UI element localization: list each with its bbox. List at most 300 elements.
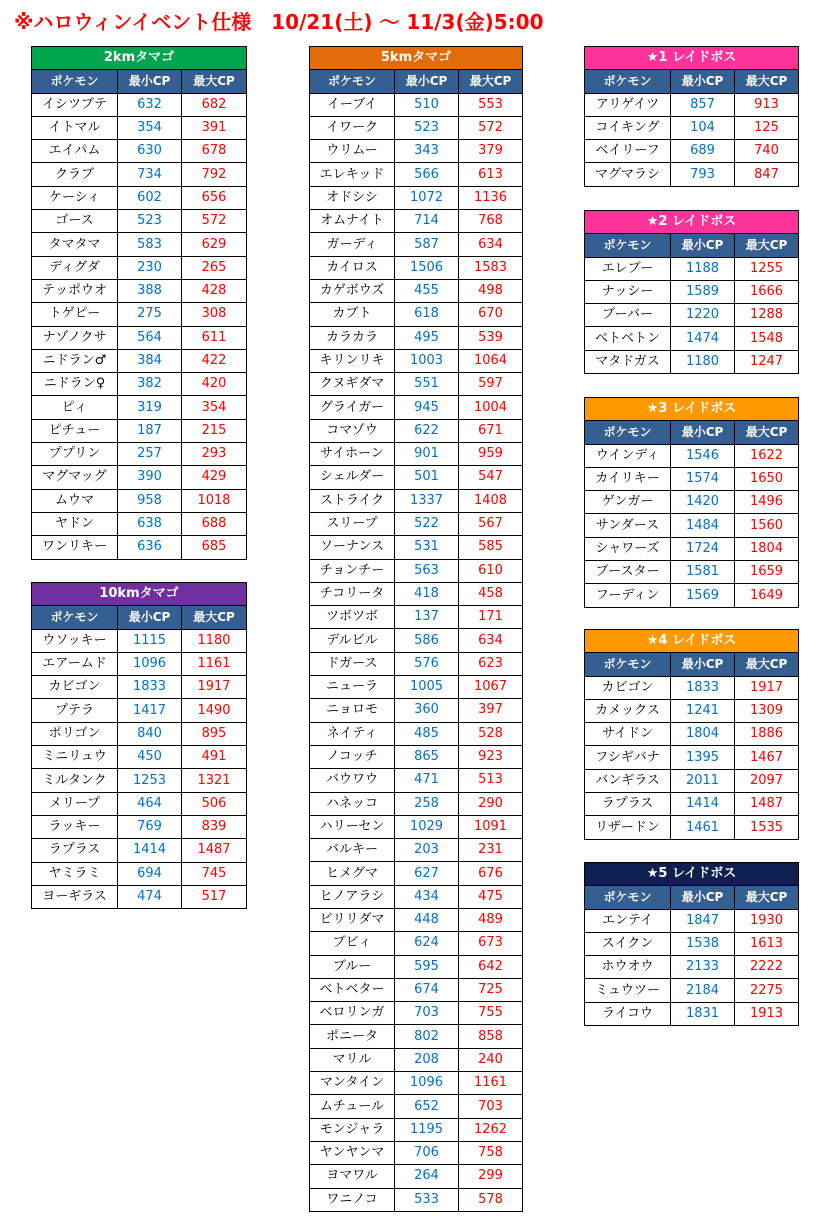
min-cp-cell: 769	[118, 815, 182, 838]
max-cp-cell: 240	[459, 1048, 523, 1071]
min-cp-cell: 583	[118, 233, 182, 256]
pokemon-name-cell: プテラ	[32, 699, 118, 722]
column-header-max-cp: 最大CP	[182, 606, 247, 629]
egg-2km-table	[31, 46, 247, 560]
max-cp-cell: 585	[459, 536, 523, 559]
pokemon-name-cell: カブト	[310, 303, 395, 326]
column-header-row	[585, 234, 799, 257]
pokemon-name-cell: ポリゴン	[32, 722, 118, 745]
pokemon-name-cell: ラプラス	[585, 793, 671, 816]
pokemon-name-cell: ブースター	[585, 561, 671, 584]
table-row	[585, 444, 799, 467]
max-cp-cell: 1650	[735, 467, 799, 490]
max-cp-cell: 629	[182, 233, 247, 256]
table-row	[310, 1048, 523, 1071]
table-row	[585, 257, 799, 280]
table-row	[310, 1141, 523, 1164]
max-cp-cell: 391	[182, 116, 247, 139]
max-cp-cell: 634	[459, 629, 523, 652]
min-cp-cell: 1589	[671, 280, 735, 303]
table-row	[32, 443, 247, 466]
pokemon-name-cell: ディグダ	[32, 256, 118, 279]
max-cp-cell: 1255	[735, 257, 799, 280]
table-row	[585, 467, 799, 490]
min-cp-cell: 1414	[671, 793, 735, 816]
table-title: 2kmタマゴ	[32, 47, 247, 70]
table-row	[310, 489, 523, 512]
pokemon-name-cell: イシツブテ	[32, 93, 118, 116]
min-cp-cell: 388	[118, 279, 182, 302]
max-cp-cell: 1018	[182, 489, 247, 512]
pokemon-name-cell: カゲボウズ	[310, 279, 395, 302]
max-cp-cell: 1136	[459, 186, 523, 209]
min-cp-cell: 1569	[671, 584, 735, 607]
pokemon-name-cell: カビゴン	[32, 676, 118, 699]
table-row	[32, 163, 247, 186]
min-cp-cell: 434	[395, 885, 459, 908]
pokemon-name-cell: マンタイン	[310, 1072, 395, 1095]
max-cp-cell: 745	[182, 862, 247, 885]
table-row	[310, 419, 523, 442]
min-cp-cell: 1072	[395, 186, 459, 209]
column-header-min-cp: 最小CP	[395, 70, 459, 93]
column-header-pokemon: ポケモン	[585, 421, 671, 444]
table-row	[585, 909, 799, 932]
min-cp-cell: 694	[118, 862, 182, 885]
pokemon-name-cell: ヒメグマ	[310, 862, 395, 885]
max-cp-cell: 429	[182, 466, 247, 489]
pokemon-name-cell: オドシシ	[310, 186, 395, 209]
table-row	[32, 419, 247, 442]
min-cp-cell: 703	[395, 1002, 459, 1025]
min-cp-cell: 857	[671, 93, 735, 116]
pokemon-name-cell: ワンリキー	[32, 536, 118, 559]
max-cp-cell: 656	[182, 186, 247, 209]
pokemon-name-cell: コマゾウ	[310, 419, 395, 442]
table-row	[310, 722, 523, 745]
table-row	[310, 512, 523, 535]
min-cp-cell: 1188	[671, 257, 735, 280]
column-header-max-cp: 最大CP	[182, 70, 247, 93]
max-cp-cell: 1930	[735, 909, 799, 932]
min-cp-cell: 587	[395, 233, 459, 256]
max-cp-cell: 673	[459, 932, 523, 955]
pokemon-name-cell: デルビル	[310, 629, 395, 652]
max-cp-cell: 678	[182, 140, 247, 163]
raid-boss-tier2-table	[584, 210, 799, 374]
pokemon-name-cell: シャワーズ	[585, 537, 671, 560]
min-cp-cell: 1417	[118, 699, 182, 722]
pokemon-name-cell: チコリータ	[310, 582, 395, 605]
table-row	[585, 350, 799, 373]
min-cp-cell: 901	[395, 443, 459, 466]
pokemon-name-cell: モンジャラ	[310, 1118, 395, 1141]
table-row	[32, 373, 247, 396]
table-row	[310, 1188, 523, 1211]
table-row	[310, 1095, 523, 1118]
column-header-pokemon: ポケモン	[310, 70, 395, 93]
min-cp-cell: 706	[395, 1141, 459, 1164]
pokemon-name-cell: タマタマ	[32, 233, 118, 256]
max-cp-cell: 1067	[459, 676, 523, 699]
min-cp-cell: 627	[395, 862, 459, 885]
min-cp-cell: 522	[395, 512, 459, 535]
min-cp-cell: 533	[395, 1188, 459, 1211]
pokemon-name-cell: キリンリキ	[310, 349, 395, 372]
max-cp-cell: 428	[182, 279, 247, 302]
table-row	[310, 536, 523, 559]
max-cp-cell: 670	[459, 303, 523, 326]
pokemon-name-cell: チョンチー	[310, 559, 395, 582]
pokemon-name-cell: ベトベター	[310, 978, 395, 1001]
table-row	[585, 561, 799, 584]
table-title-row	[585, 863, 799, 886]
column-header-row	[32, 70, 247, 93]
min-cp-cell: 104	[671, 116, 735, 139]
max-cp-cell: 290	[459, 792, 523, 815]
table-row	[310, 443, 523, 466]
table-row	[310, 582, 523, 605]
pokemon-name-cell: ニドラン♀	[32, 373, 118, 396]
max-cp-cell: 1535	[735, 816, 799, 839]
max-cp-cell: 475	[459, 885, 523, 908]
pokemon-name-cell: コイキング	[585, 116, 671, 139]
max-cp-cell: 1613	[735, 932, 799, 955]
table-row	[32, 536, 247, 559]
table-row	[310, 349, 523, 372]
min-cp-cell: 1484	[671, 514, 735, 537]
min-cp-cell: 802	[395, 1025, 459, 1048]
pokemon-name-cell: エアームド	[32, 652, 118, 675]
pokemon-name-cell: ウソッキー	[32, 629, 118, 652]
table-row	[310, 186, 523, 209]
max-cp-cell: 265	[182, 256, 247, 279]
pokemon-name-cell: ヨマワル	[310, 1165, 395, 1188]
table-row	[310, 1002, 523, 1025]
pokemon-name-cell: マグマッグ	[32, 466, 118, 489]
pokemon-name-cell: イトマル	[32, 116, 118, 139]
max-cp-cell: 2097	[735, 769, 799, 792]
raid-boss-tier4-table	[584, 629, 799, 840]
min-cp-cell: 563	[395, 559, 459, 582]
table-row	[310, 1165, 523, 1188]
min-cp-cell: 1474	[671, 327, 735, 350]
table-row	[585, 304, 799, 327]
pokemon-name-cell: ニョロモ	[310, 699, 395, 722]
min-cp-cell: 1581	[671, 561, 735, 584]
min-cp-cell: 208	[395, 1048, 459, 1071]
pokemon-name-cell: カイロス	[310, 256, 395, 279]
column-header-max-cp: 最大CP	[735, 653, 799, 676]
pokemon-name-cell: スリープ	[310, 512, 395, 535]
table-row	[32, 116, 247, 139]
min-cp-cell: 1220	[671, 304, 735, 327]
max-cp-cell: 1560	[735, 514, 799, 537]
egg-5km-table	[309, 46, 523, 1212]
table-row	[310, 396, 523, 419]
max-cp-cell: 1161	[182, 652, 247, 675]
table-row	[310, 140, 523, 163]
pokemon-name-cell: ヤンヤンマ	[310, 1141, 395, 1164]
max-cp-cell: 1180	[182, 629, 247, 652]
table-row	[585, 932, 799, 955]
pokemon-name-cell: ケーシィ	[32, 186, 118, 209]
min-cp-cell: 564	[118, 326, 182, 349]
max-cp-cell: 1321	[182, 769, 247, 792]
max-cp-cell: 858	[459, 1025, 523, 1048]
table-row	[32, 303, 247, 326]
table-row	[310, 606, 523, 629]
pokemon-name-cell: ブルー	[310, 955, 395, 978]
pokemon-name-cell: グライガー	[310, 396, 395, 419]
table-row	[310, 256, 523, 279]
max-cp-cell: 2275	[735, 979, 799, 1002]
table-row	[310, 279, 523, 302]
min-cp-cell: 187	[118, 419, 182, 442]
table-row	[585, 584, 799, 607]
pokemon-name-cell: ストライク	[310, 489, 395, 512]
max-cp-cell: 1262	[459, 1118, 523, 1141]
min-cp-cell: 510	[395, 93, 459, 116]
pokemon-name-cell: ブビィ	[310, 932, 395, 955]
pokemon-name-cell: ハリーセン	[310, 815, 395, 838]
table-row	[32, 699, 247, 722]
table-row	[585, 723, 799, 746]
min-cp-cell: 2133	[671, 956, 735, 979]
min-cp-cell: 840	[118, 722, 182, 745]
max-cp-cell: 517	[182, 885, 247, 908]
max-cp-cell: 740	[735, 140, 799, 163]
table-row	[32, 233, 247, 256]
max-cp-cell: 1666	[735, 280, 799, 303]
pokemon-name-cell: ベイリーフ	[585, 140, 671, 163]
table-row	[310, 885, 523, 908]
table-row	[32, 140, 247, 163]
page-title: ※ハロウィンイベント仕様 10/21(土) ～ 11/3(金)5:00	[14, 10, 544, 34]
min-cp-cell: 137	[395, 606, 459, 629]
max-cp-cell: 397	[459, 699, 523, 722]
table-row	[32, 256, 247, 279]
raid-boss-tier1-table	[584, 46, 799, 187]
min-cp-cell: 1420	[671, 491, 735, 514]
max-cp-cell: 125	[735, 116, 799, 139]
column-header-pokemon: ポケモン	[32, 606, 118, 629]
pokemon-name-cell: サイドン	[585, 723, 671, 746]
max-cp-cell: 642	[459, 955, 523, 978]
column-header-max-cp: 最大CP	[735, 886, 799, 909]
table-row	[310, 839, 523, 862]
min-cp-cell: 1003	[395, 349, 459, 372]
max-cp-cell: 895	[182, 722, 247, 745]
pokemon-name-cell: エイパム	[32, 140, 118, 163]
max-cp-cell: 498	[459, 279, 523, 302]
min-cp-cell: 636	[118, 536, 182, 559]
min-cp-cell: 455	[395, 279, 459, 302]
table-title-row	[310, 47, 523, 70]
max-cp-cell: 1161	[459, 1072, 523, 1095]
pokemon-name-cell: サイホーン	[310, 443, 395, 466]
min-cp-cell: 566	[395, 163, 459, 186]
pokemon-name-cell: フーディン	[585, 584, 671, 607]
max-cp-cell: 634	[459, 233, 523, 256]
table-row	[310, 908, 523, 931]
max-cp-cell: 1487	[182, 839, 247, 862]
min-cp-cell: 618	[395, 303, 459, 326]
column-header-max-cp: 最大CP	[735, 70, 799, 93]
min-cp-cell: 1241	[671, 699, 735, 722]
table-row	[310, 955, 523, 978]
table-row	[32, 722, 247, 745]
pokemon-name-cell: ムウマ	[32, 489, 118, 512]
column-header-pokemon: ポケモン	[585, 234, 671, 257]
min-cp-cell: 652	[395, 1095, 459, 1118]
pokemon-name-cell: ガーディ	[310, 233, 395, 256]
pokemon-name-cell: ミルタンク	[32, 769, 118, 792]
pokemon-name-cell: ナッシー	[585, 280, 671, 303]
min-cp-cell: 1833	[671, 676, 735, 699]
min-cp-cell: 319	[118, 396, 182, 419]
table-row	[310, 1072, 523, 1095]
min-cp-cell: 257	[118, 443, 182, 466]
max-cp-cell: 572	[182, 210, 247, 233]
min-cp-cell: 734	[118, 163, 182, 186]
pokemon-name-cell: エレキッド	[310, 163, 395, 186]
table-row	[32, 279, 247, 302]
pokemon-name-cell: リザードン	[585, 816, 671, 839]
table-row	[310, 699, 523, 722]
pokemon-name-cell: ラプラス	[32, 839, 118, 862]
table-row	[310, 326, 523, 349]
min-cp-cell: 230	[118, 256, 182, 279]
table-title-row	[585, 398, 799, 421]
min-cp-cell: 523	[395, 116, 459, 139]
pokemon-name-cell: ププリン	[32, 443, 118, 466]
pokemon-name-cell: ツボツボ	[310, 606, 395, 629]
table-row	[32, 746, 247, 769]
max-cp-cell: 1004	[459, 396, 523, 419]
min-cp-cell: 531	[395, 536, 459, 559]
table-row	[32, 839, 247, 862]
column-header-pokemon: ポケモン	[32, 70, 118, 93]
table-title: 10kmタマゴ	[32, 583, 247, 606]
max-cp-cell: 513	[459, 769, 523, 792]
table-row	[585, 676, 799, 699]
column-header-min-cp: 最小CP	[671, 70, 735, 93]
max-cp-cell: 758	[459, 1141, 523, 1164]
min-cp-cell: 1096	[395, 1072, 459, 1095]
max-cp-cell: 171	[459, 606, 523, 629]
pokemon-name-cell: ヒノアラシ	[310, 885, 395, 908]
pokemon-name-cell: クヌギダマ	[310, 373, 395, 396]
max-cp-cell: 422	[182, 349, 247, 372]
table-row	[585, 163, 799, 186]
min-cp-cell: 865	[395, 745, 459, 768]
pokemon-name-cell: ゴース	[32, 210, 118, 233]
min-cp-cell: 1005	[395, 676, 459, 699]
max-cp-cell: 1649	[735, 584, 799, 607]
table-row	[32, 210, 247, 233]
min-cp-cell: 258	[395, 792, 459, 815]
max-cp-cell: 354	[182, 396, 247, 419]
pokemon-name-cell: メリープ	[32, 792, 118, 815]
max-cp-cell: 688	[182, 512, 247, 535]
max-cp-cell: 1622	[735, 444, 799, 467]
min-cp-cell: 384	[118, 349, 182, 372]
min-cp-cell: 1506	[395, 256, 459, 279]
max-cp-cell: 539	[459, 326, 523, 349]
min-cp-cell: 1096	[118, 652, 182, 675]
max-cp-cell: 215	[182, 419, 247, 442]
table-row	[310, 163, 523, 186]
max-cp-cell: 703	[459, 1095, 523, 1118]
table-row	[310, 815, 523, 838]
min-cp-cell: 1195	[395, 1118, 459, 1141]
column-header-min-cp: 最小CP	[671, 653, 735, 676]
table-title: ★3 レイドボス	[585, 398, 799, 421]
max-cp-cell: 528	[459, 722, 523, 745]
min-cp-cell: 595	[395, 955, 459, 978]
table-row	[310, 978, 523, 1001]
max-cp-cell: 1091	[459, 815, 523, 838]
pokemon-name-cell: アリゲイツ	[585, 93, 671, 116]
max-cp-cell: 231	[459, 839, 523, 862]
min-cp-cell: 958	[118, 489, 182, 512]
column-header-min-cp: 最小CP	[671, 234, 735, 257]
table-row	[310, 373, 523, 396]
max-cp-cell: 768	[459, 210, 523, 233]
max-cp-cell: 671	[459, 419, 523, 442]
table-row	[585, 793, 799, 816]
table-row	[585, 769, 799, 792]
pokemon-name-cell: ヨーギラス	[32, 885, 118, 908]
pokemon-name-cell: ノコッチ	[310, 745, 395, 768]
pokemon-name-cell: カビゴン	[585, 676, 671, 699]
table-row	[585, 956, 799, 979]
pokemon-name-cell: ブーバー	[585, 304, 671, 327]
pokemon-name-cell: オムナイト	[310, 210, 395, 233]
pokemon-name-cell: バルキー	[310, 839, 395, 862]
table-row	[310, 769, 523, 792]
table-title-row	[585, 211, 799, 234]
min-cp-cell: 203	[395, 839, 459, 862]
min-cp-cell: 632	[118, 93, 182, 116]
pokemon-name-cell: トゲピー	[32, 303, 118, 326]
table-row	[32, 93, 247, 116]
raid-boss-tier3-table	[584, 397, 799, 608]
min-cp-cell: 1804	[671, 723, 735, 746]
table-title-row	[585, 47, 799, 70]
table-title-row	[585, 630, 799, 653]
min-cp-cell: 464	[118, 792, 182, 815]
pokemon-name-cell: マグマラシ	[585, 163, 671, 186]
max-cp-cell: 1583	[459, 256, 523, 279]
max-cp-cell: 458	[459, 582, 523, 605]
pokemon-name-cell: ナゾノクサ	[32, 326, 118, 349]
max-cp-cell: 1496	[735, 491, 799, 514]
max-cp-cell: 597	[459, 373, 523, 396]
min-cp-cell: 638	[118, 512, 182, 535]
column-header-row	[32, 606, 247, 629]
table-title-row	[32, 583, 247, 606]
table-row	[585, 1002, 799, 1025]
column-header-min-cp: 最小CP	[671, 421, 735, 444]
max-cp-cell: 1288	[735, 304, 799, 327]
table-title: ★4 レイドボス	[585, 630, 799, 653]
pokemon-name-cell: イワーク	[310, 116, 395, 139]
table-title: ★2 レイドボス	[585, 211, 799, 234]
max-cp-cell: 308	[182, 303, 247, 326]
max-cp-cell: 293	[182, 443, 247, 466]
